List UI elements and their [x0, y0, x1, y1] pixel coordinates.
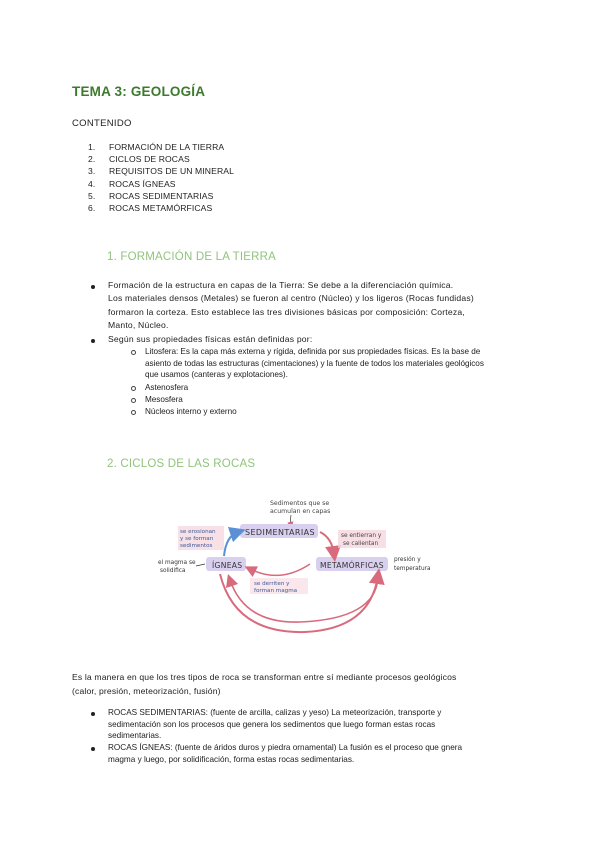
table-of-contents [88, 141, 234, 214]
bottom-pink-note: se derriten y [254, 581, 290, 587]
bullet-dot [91, 747, 95, 751]
bottom-pink-note: forman magma [254, 588, 298, 594]
sub-bullet-circle [131, 386, 136, 391]
section-heading-1: 1. FORMACIÓN DE LA TIERRA [107, 251, 277, 263]
metamorficas-to-igneas-arrow [250, 564, 310, 575]
bullet-dot [91, 285, 95, 289]
igneas-label: ÍGNEAS [212, 561, 243, 570]
igneas-to-sedimentarias-arrow [224, 532, 238, 556]
metamorficas-label: METAMÓRFICAS [320, 561, 384, 570]
diagram-top-note: acumulan en capas [270, 508, 331, 515]
sub-bullet-circle [131, 410, 136, 415]
bullet-dot [91, 712, 95, 716]
right-pink-note: se calientan [343, 541, 379, 547]
left-pink-note: se erosionan [180, 529, 216, 535]
contents-label: CONTENIDO [72, 118, 132, 129]
sedimentarias-label: SEDIMENTARIAS [245, 528, 316, 537]
rock-cycle-paragraph: Es la manera en que los tres tipos de roca se transforman entre sí mediante procesos geológicos (calor, presión, meteorización, fusión) [72, 672, 457, 696]
sub-bullet-circle [131, 350, 136, 355]
right-pink-note: se entierran y [341, 533, 382, 539]
toc-item: 4. ROCAS ÍGNEAS [88, 178, 176, 189]
left-pink-note: sedimentos [180, 543, 213, 549]
top-note-arrow [291, 515, 292, 525]
bullet-dot [91, 339, 95, 343]
right-note: presión y [394, 557, 421, 563]
bullet-text: Formación de la estructura en capas de la Tierra: Se debe a la diferenciación química. Los materiales densos (Metales) se fueron al centro (Núcleo) y los ligeros (Rocas fundidas) formaron la corteza. Esto establece las tres divisiones básicas por composición: Corteza, Manto, Núcleo. [108, 280, 474, 330]
toc-item: 2. CICLOS DE ROCAS [88, 154, 190, 165]
toc-item: 3. REQUISITOS DE UN MINERAL [88, 166, 234, 177]
right-note: temperatura [394, 566, 431, 572]
toc-item: 5. ROCAS SEDIMENTARIAS [88, 190, 214, 201]
bullet-text: ROCAS SEDIMENTARIAS: (fuente de arcilla, calizas y yeso) La meteorización, transporte y sedimentación son los procesos que genera los sedimentos que luego forman estas rocas sedimentarias. [108, 708, 442, 740]
sedimentarias-to-metamorficas-arrow [320, 532, 334, 554]
sub-bullet-text: Litosfera: Es la capa más externa y rígida, definida por sus propiedades físicas. Es la base de asiento de todas las estructuras (cimentaciones) y la fuente de todos los materiales geológicos que usamos (canteras y explotaciones). [145, 347, 484, 380]
bullet-text: ROCAS ÍGNEAS: (fuente de áridos duros y piedra ornamental) La fusión es el proceso que gnera magma y luego, por solidificación, forma estas rocas sedimentarias. [108, 743, 463, 764]
left-note-arrow [196, 564, 205, 566]
sub-bullet-text: Mesosfera [145, 395, 183, 404]
sub-bullet-circle [131, 398, 136, 403]
bullet-text: Según sus propiedades físicas están definidas por: [108, 334, 313, 344]
diagram-top-note: Sedimentos que se [270, 500, 330, 507]
left-note: solidifica [160, 568, 186, 574]
sub-bullet-text: Núcleos interno y externo [145, 407, 237, 416]
page-title: TEMA 3: GEOLOGÍA [72, 84, 206, 99]
sub-bullet-text: Astenosfera [145, 383, 189, 392]
toc-item: 6. ROCAS METAMÓRFICAS [88, 203, 213, 214]
section-heading-2: 2. CICLOS DE LAS ROCAS [107, 458, 256, 470]
left-pink-note: y se forman [180, 536, 214, 542]
left-note: el magma se [158, 560, 196, 566]
rock-cycle-diagram [150, 494, 450, 644]
toc-item: 1. FORMACIÓN DE LA TIERRA [88, 142, 225, 152]
